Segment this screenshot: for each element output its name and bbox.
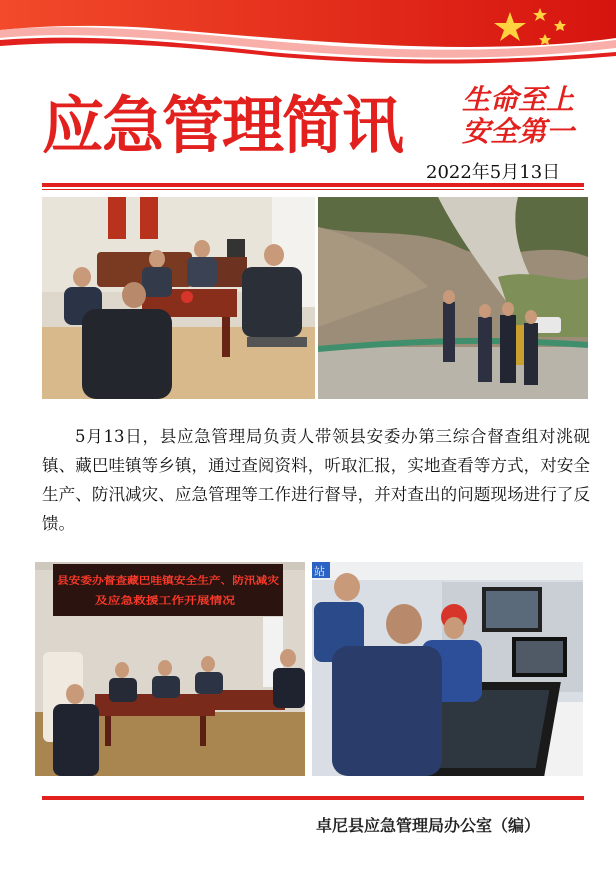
article-body: 5月13日，县应急管理局负责人带领县安委办第三综合督查组对洮砚镇、藏巴哇镇等乡镇，通过查阅资料，听取汇报，实地查看等方式，对安全生产、防汛减灾、应急管理等工作进行督导，并对查出的问题现场进行了反馈。 <box>42 427 590 533</box>
newsletter-title: 应急管理简讯 <box>42 89 403 162</box>
photo-control-room <box>312 562 583 776</box>
editor-credit: 卓尼县应急管理局办公室（编） <box>316 816 541 835</box>
slogan <box>462 84 574 148</box>
photo-inspection-meeting <box>35 562 305 776</box>
issue-date: 2022年5月13日 <box>426 162 561 183</box>
photo-meeting-room <box>42 197 315 399</box>
slogan-line-1: 生命至上 <box>462 83 575 116</box>
led-banner-line-1: 县安委办督查藏巴哇镇安全生产、防汛减灾 <box>57 576 247 587</box>
slogan-line-2: 安全第一 <box>462 115 575 148</box>
footer-divider <box>42 796 584 800</box>
header-banner <box>0 0 616 70</box>
header-divider-thin <box>42 189 584 190</box>
header-divider <box>42 183 584 187</box>
photo-landslide-site <box>318 197 588 399</box>
led-banner-line-2: 及应急救援工作开展情况 <box>95 596 205 607</box>
station-sign-fragment: 站 <box>314 565 325 578</box>
